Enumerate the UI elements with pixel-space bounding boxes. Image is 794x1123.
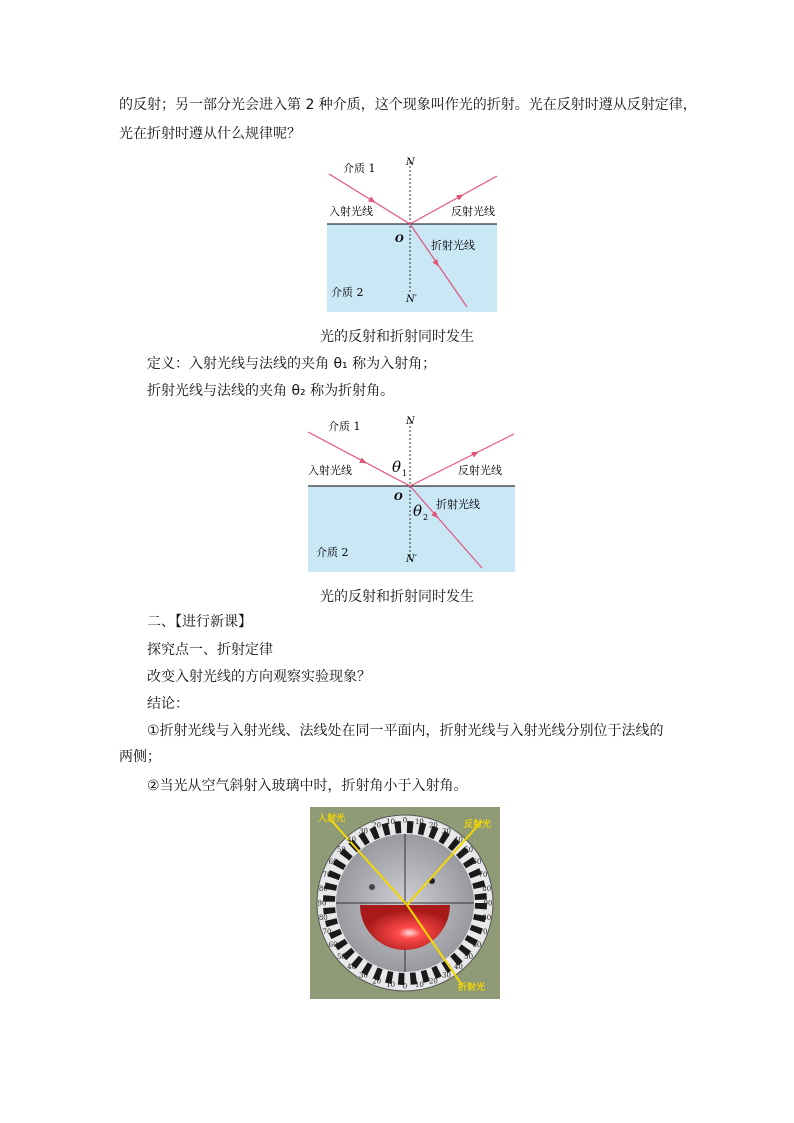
label-O: O xyxy=(394,492,403,503)
dial-number: 70 xyxy=(322,871,332,880)
label-refracted: 折射光线 xyxy=(431,239,475,252)
photo-label-incident: 入射光 xyxy=(318,814,346,824)
dial-number: 20 xyxy=(428,821,438,830)
dial-number: 40 xyxy=(347,835,357,844)
label-Nprime: N′ xyxy=(406,554,418,565)
paragraph-line-2: 光在折射时遵从什么规律呢？ xyxy=(119,126,301,142)
photo-label-refracted: 折射光 xyxy=(458,983,486,993)
dial-number: 60 xyxy=(328,858,338,866)
label-medium-1: 介质 1 xyxy=(328,420,361,433)
conclusion-2: ②当光从空气斜射入玻璃中时，折射角小于入射角。 xyxy=(147,778,468,794)
question-text: 改变入射光线的方向观察实验现象？ xyxy=(147,669,371,685)
label-theta2-sub: 2 xyxy=(423,513,429,522)
dial-number: 10 xyxy=(386,981,396,990)
definition-refraction-angle: 折射光线与法线的夹角 θ₂ 称为折射角。 xyxy=(147,383,395,399)
definition-incident-angle: 定义：入射光线与法线的夹角 θ₁ 称为入射角； xyxy=(147,356,437,372)
dial-number: 90 xyxy=(483,899,493,908)
dial-number: 70 xyxy=(478,871,488,880)
dial-number: 90 xyxy=(317,899,327,908)
dial-number: 60 xyxy=(472,941,482,949)
dial-number: 60 xyxy=(472,858,482,866)
label-theta1: θ xyxy=(392,458,402,476)
dial-number: 60 xyxy=(328,941,338,949)
conclusion-1-line-1: ①折射光线与入射光线、法线处在同一平面内，折射光线与入射光线分别位于法线的 xyxy=(147,723,664,739)
dial-number: 30 xyxy=(359,971,368,980)
figure-caption-1: 光的反射和折射同时发生 xyxy=(320,329,474,345)
label-N: N xyxy=(406,157,415,168)
label-theta1-sub: 1 xyxy=(402,469,408,478)
photo-label-reflected: 反射光 xyxy=(464,820,492,830)
dial-number: 10 xyxy=(386,817,396,826)
dial-number: 30 xyxy=(442,971,451,980)
topic-heading: 探究点一、折射定律 xyxy=(147,642,273,658)
dial-number: 80 xyxy=(318,913,328,922)
label-reflected: 反射光线 xyxy=(451,205,495,218)
label-medium-1: 介质 1 xyxy=(343,162,376,175)
label-N: N xyxy=(406,416,415,427)
dial-number: 50 xyxy=(336,846,346,855)
reflected-ray xyxy=(410,434,514,486)
reflection-refraction-diagram-1 xyxy=(325,152,499,312)
paragraph-line-1: 的反射；另一部分光会进入第 2 种介质，这个现象叫作光的折射。光在反射时遵从反射定律， xyxy=(119,97,697,113)
dial-number: 50 xyxy=(464,846,474,855)
dial-number: 50 xyxy=(464,952,474,961)
reflection-refraction-diagram-2 xyxy=(306,410,516,572)
dial-number: 80 xyxy=(318,885,328,894)
dial-number: 80 xyxy=(482,885,492,894)
conclusion-1-line-2: 两侧； xyxy=(119,749,161,765)
label-Nprime: N′ xyxy=(406,294,418,305)
label-reflected: 反射光线 xyxy=(458,464,502,477)
dial-number: 20 xyxy=(372,821,382,830)
dial-number: 10 xyxy=(414,981,424,990)
dial-number: 20 xyxy=(372,977,382,986)
figure-caption-2: 光的反射和折射同时发生 xyxy=(320,589,474,605)
label-theta2: θ xyxy=(413,502,423,520)
label-O: O xyxy=(395,234,404,245)
refraction-experiment-photo xyxy=(310,807,500,999)
label-medium-2: 介质 2 xyxy=(331,286,364,299)
section-heading: 二、【进行新课】 xyxy=(147,614,252,630)
dial-number: 20 xyxy=(428,977,438,986)
label-incident: 入射光线 xyxy=(329,205,373,218)
dial-number: 70 xyxy=(322,927,332,936)
label-refracted: 折射光线 xyxy=(436,498,480,511)
dial-number: 0 xyxy=(402,816,408,825)
conclusion-label: 结论： xyxy=(147,696,189,712)
label-incident: 入射光线 xyxy=(308,464,352,477)
dial-number: 70 xyxy=(478,927,488,936)
dial-number: 40 xyxy=(347,963,357,972)
dial-number: 30 xyxy=(359,827,368,836)
dial-number: 30 xyxy=(442,827,451,836)
dial-number: 80 xyxy=(482,913,492,922)
dial-number: 50 xyxy=(336,952,346,961)
dial-number: 0 xyxy=(402,982,408,991)
dial-number: 40 xyxy=(453,963,463,972)
dial-number: 40 xyxy=(453,835,463,844)
dial-number: 10 xyxy=(414,817,424,826)
label-medium-2: 介质 2 xyxy=(316,546,349,559)
